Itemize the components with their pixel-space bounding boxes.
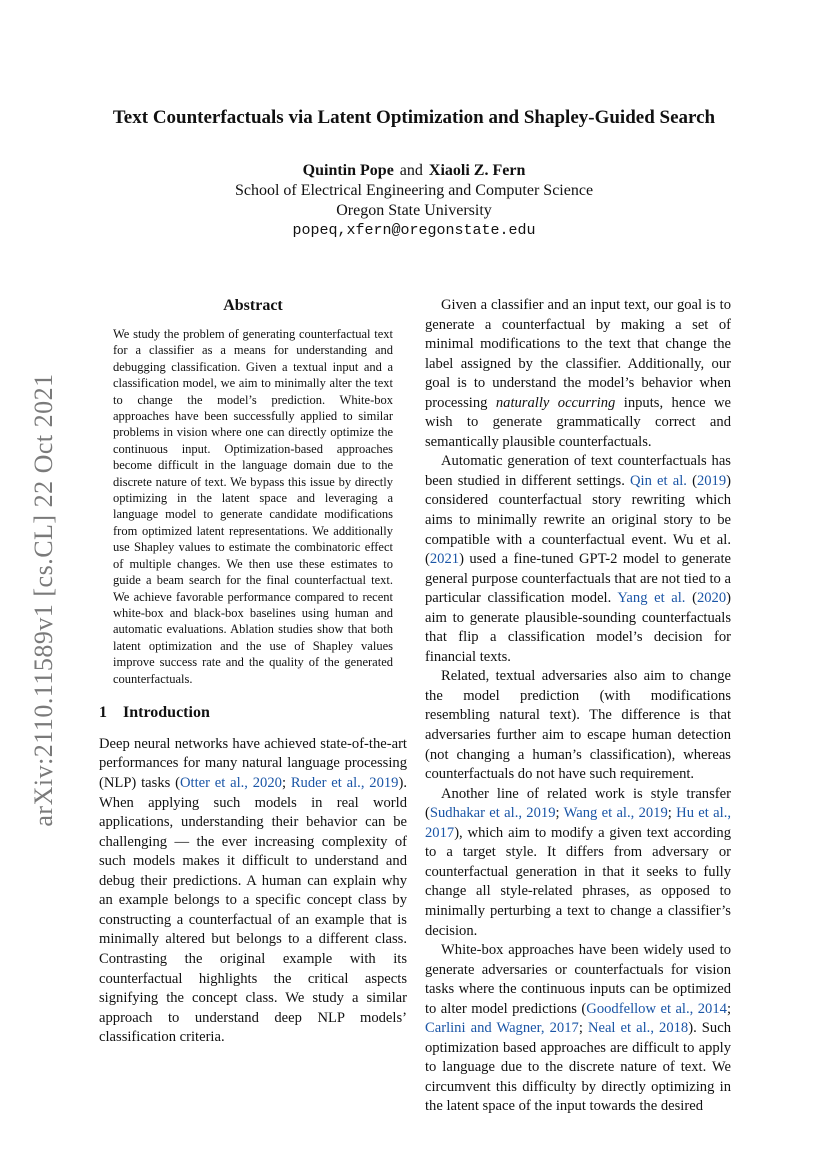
author-email: popeq,xfern@oregonstate.edu (292, 222, 536, 239)
right-paragraph-5 (425, 941, 731, 1117)
right-column (425, 296, 731, 1117)
abstract-text: We study the problem of generating counterfactual text for a classifier as a means for understanding and debugging classification. Given a textual input and a classification model, we aim to minimally alter the text to change the model’s prediction. White-box approaches have been successfully applied to similar problems in vision where one can directly optimize the continuous input. Optimization-based approaches become difficult in the language domain due to the discrete nature of text. We bypass this issue by directly optimizing in the latent space and leveraging a language model to generate candidate modifications from optimized latent representations. We additionally use Shapley values to estimate the combinatoric effect of multiple changes. We then use these estimates to guide a beam search for the final counterfactual text. We achieve favorable performance compared to recent white-box and black-box baselines using human and automatic evaluations. Ablation studies show that both latent optimization and the use of Shapley values improve success rate and the quality of the generated counterfactuals. (113, 327, 393, 686)
citation-link[interactable]: 2019 (696, 472, 727, 489)
right-paragraph-3: Related, textual adversaries also aim to change the model prediction (with modifications resembling natural text). The difference is that adversaries further aim to escape human detection (not changing a human’s classification), whereas counterfactuals do not have such requirement. (425, 668, 731, 783)
text-run: White-box approaches have been widely used to generate adversaries or counterfactuals for vision tasks where the continuous inputs can be optimized to alter model predictions ( (425, 942, 731, 1017)
text-run: ( (686, 472, 697, 489)
citation-link[interactable]: Neal et al., 2018 (587, 1020, 689, 1037)
author-name-2: Xiaoli Z. Fern (428, 162, 526, 179)
author-conjunction: and (399, 162, 423, 179)
affiliation-university: Oregon State University (336, 202, 492, 219)
text-run: Deep neural networks have achieved state-of-the-art performances for many natural language processing (NLP) tasks ( (99, 735, 407, 792)
text-run: ; (578, 1020, 588, 1037)
emphasis: naturally occurring (495, 394, 616, 411)
text-run: ; (726, 1000, 731, 1017)
citation-link[interactable]: Wang et al., 2019 (563, 805, 668, 822)
affiliation-school: School of Electrical Engineering and Computer Science (234, 182, 594, 199)
citation-link[interactable]: Hu et al., 2017 (425, 805, 731, 841)
author-block (60, 161, 768, 241)
text-run: ; (281, 775, 291, 792)
text-run: ) aim to generate plausible-sounding counterfactuals that flip a classification model’s decision for financial texts. (425, 590, 731, 665)
citation-link[interactable]: Goodfellow et al., 2014 (586, 1000, 727, 1017)
text-run: Automatic generation of text counterfactuals has been studied in different settings. (425, 453, 731, 489)
section-title: Introduction (123, 703, 210, 721)
text-run: ) considered counterfactual story rewriting which aims to minimally rewrite an original story to be compatible with a counterfactual event. Wu et al. ( (425, 472, 731, 568)
section-number: 1 (99, 703, 107, 721)
left-column (99, 296, 407, 1048)
text-run: ). When applying such models in real world applications, understanding their behavior can be challenging — the ever increasing complexity of such models makes it difficult to understand and debug their predictions. A human can explain why an example belongs to a specific concept class by constructing a counterfactual of an example that is minimally altered but belongs to a different class. Contrasting the original example with its counterfactual highlights the critical aspects signifying the concept class. We study a similar approach to understand deep NLP models’ classification criteria. (99, 775, 407, 1046)
text-run: ; (555, 805, 564, 822)
right-paragraph-2 (425, 452, 731, 667)
author-name-1: Quintin Pope (302, 162, 394, 179)
text-run: ). Such optimization based approaches are difficult to apply to language due to the discrete nature of text. We circumvent this difficulty by directly optimizing in the latent space of the input towards the desired (425, 1020, 731, 1115)
arxiv-identifier: arXiv:2110.11589v1 [cs.CL] 22 Oct 2021 (29, 373, 58, 827)
text-run: Another line of related work is style transfer ( (425, 785, 731, 822)
citation-link[interactable]: 2020 (696, 590, 727, 607)
citation-link[interactable]: Qin et al. (630, 472, 687, 489)
section-heading-introduction (99, 703, 407, 723)
citation-link[interactable]: Carlini and Wagner, 2017 (425, 1020, 579, 1037)
text-run: inputs, hence we wish to generate grammatically correct and semantically plausible counterfactuals. (425, 394, 731, 450)
citation-link[interactable]: Yang et al. (617, 590, 686, 607)
text-run: Given a classifier and an input text, our goal is to generate a counterfactual by making a set of minimal modifications to the text that change the label assigned by the classifier. Additionally, our goal is to understand the model’s behavior when processing (425, 297, 731, 411)
right-paragraph-4 (425, 785, 731, 941)
right-paragraph-1 (425, 296, 731, 452)
text-run: ( (685, 590, 697, 607)
citation-link[interactable]: Ruder et al., 2019 (290, 775, 399, 792)
abstract-heading: Abstract (223, 297, 283, 314)
intro-paragraph-1 (99, 735, 407, 1048)
text-run: ; (667, 805, 677, 822)
text-run: ), which aim to modify a given text according to a target style. It differs from adversary or counterfactual generation in that it seeks to fully change all style-related phrases, as opposed to minimally perturbing a text to change a classifier’s decision. (425, 824, 731, 939)
paper-title: Text Counterfactuals via Latent Optimization and Shapley-Guided Search (112, 107, 716, 128)
text-run: ) used a fine-tuned GPT-2 model to generate general purpose counterfactuals that are not tied to a particular classification model. (425, 551, 731, 607)
citation-link[interactable]: Sudhakar et al., 2019 (429, 805, 556, 822)
citation-link[interactable]: Otter et al., 2020 (179, 775, 282, 792)
citation-link[interactable]: 2021 (429, 551, 460, 568)
